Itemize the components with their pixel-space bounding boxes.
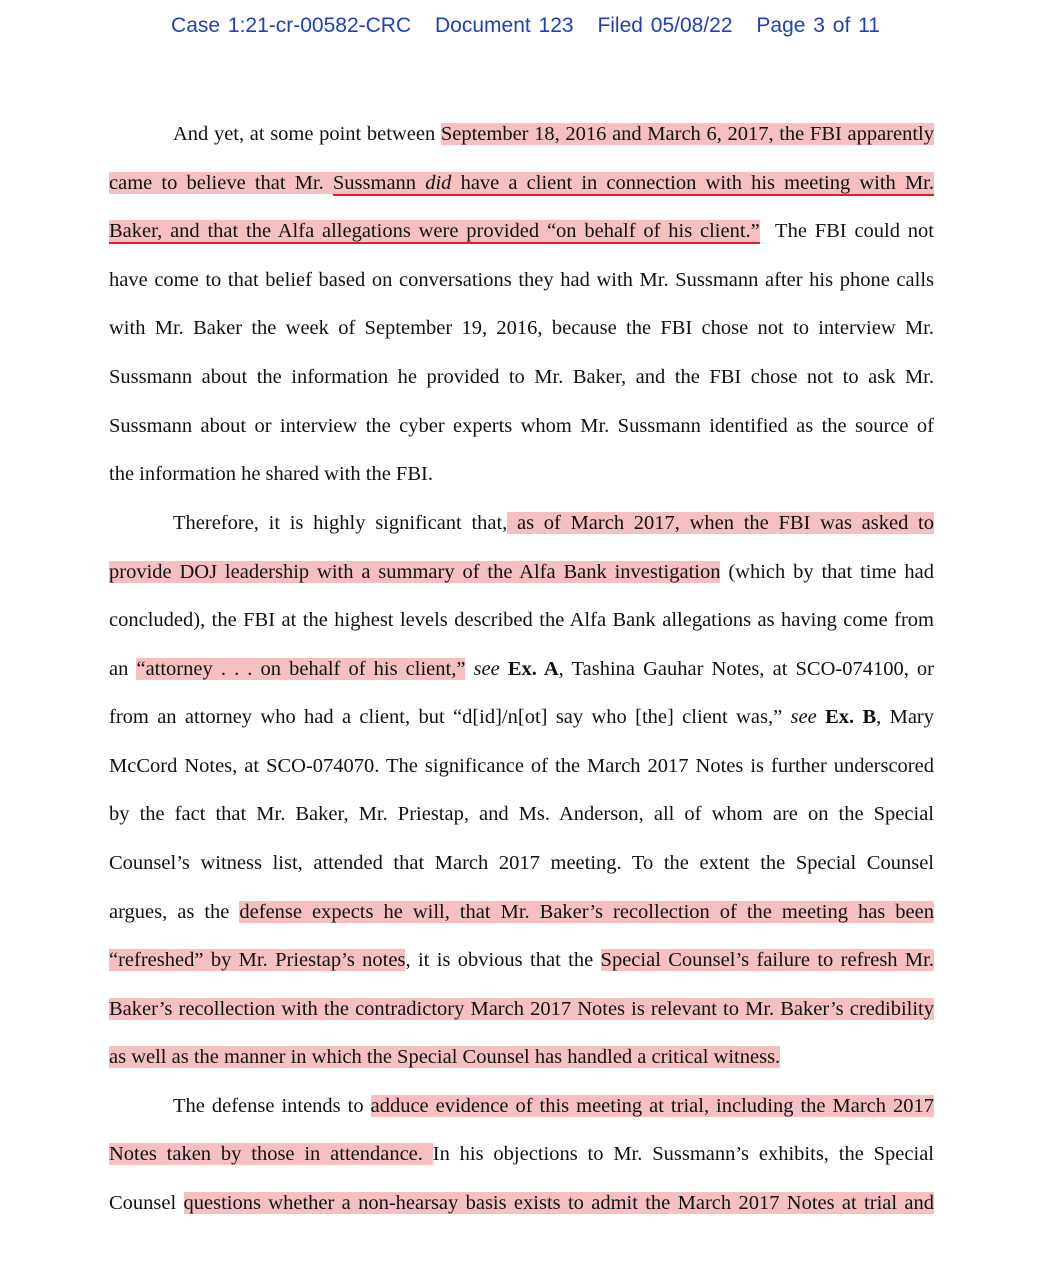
text-line bbox=[109, 217, 934, 245]
highlighted-text: “attorney . . . on behalf of his client,” bbox=[136, 658, 466, 680]
text-line: Sussmann about the information he provided to Mr. Baker, and the FBI chose not to ask Mr. bbox=[109, 366, 934, 388]
text-line bbox=[109, 1140, 934, 1168]
underlined-highlighted-text bbox=[333, 172, 934, 196]
text-line bbox=[109, 509, 934, 537]
highlighted-text: Notes taken by those in attendance. bbox=[109, 1143, 433, 1165]
text-line: by the fact that Mr. Baker, Mr. Priestap, and Ms. Anderson, all of whom are on the Special bbox=[109, 803, 934, 825]
text-run: The FBI could not bbox=[775, 220, 934, 242]
text-line bbox=[109, 1043, 934, 1071]
text-line: with Mr. Baker the week of September 19, 2016, because the FBI chose not to interview Mr. bbox=[109, 317, 934, 339]
text-run: Therefore, it is highly significant that, bbox=[173, 512, 508, 534]
filed-date: Filed 05/08/22 bbox=[597, 14, 733, 37]
text-run: Sussmann bbox=[332, 172, 426, 194]
page-number: Page 3 of 11 bbox=[756, 14, 880, 37]
highlighted-text: “refreshed” by Mr. Priestap’s notes bbox=[109, 949, 406, 971]
text-run: argues, as the bbox=[109, 901, 240, 923]
highlighted-text: September 18, 2016 and March 6, 2017, the FBI apparently bbox=[440, 123, 934, 145]
highlighted-text: defense expects he will, that Mr. Baker’s recollection of the meeting has been bbox=[239, 901, 934, 923]
bold-text: Ex. B bbox=[825, 706, 877, 728]
text-line bbox=[109, 1092, 934, 1120]
underlined-highlighted-text: Baker, and that the Alfa allegations were provided “on behalf of his client.” bbox=[109, 220, 760, 242]
text-line bbox=[109, 655, 934, 683]
text-line bbox=[109, 898, 934, 926]
text-run: an bbox=[109, 658, 137, 680]
text-line bbox=[109, 995, 934, 1023]
text-line bbox=[109, 558, 934, 586]
text-line: concluded), the FBI at the highest levels described the Alfa Bank allegations as having come from bbox=[109, 609, 934, 631]
text-line: the information he shared with the FBI. bbox=[109, 463, 433, 485]
highlighted-text: as of March 2017, when the FBI was asked to bbox=[507, 512, 934, 534]
highlighted-text: provide DOJ leadership with a summary of the Alfa Bank investigation bbox=[109, 561, 721, 583]
document-number: Document 123 bbox=[435, 14, 574, 37]
document-header bbox=[0, 14, 1051, 38]
text-line: have come to that belief based on conversations they had with Mr. Sussmann after his phone calls bbox=[109, 269, 934, 291]
text-run: have a client in connection with his meeting with Mr. bbox=[451, 172, 934, 194]
text-line: Sussmann about or interview the cyber experts whom Mr. Sussmann identified as the source of bbox=[109, 415, 934, 437]
text-run: In his objections to Mr. Sussmann’s exhibits, the Special bbox=[432, 1143, 934, 1165]
text-run: (which by that time had bbox=[720, 561, 934, 583]
text-run: The defense intends to bbox=[173, 1095, 371, 1117]
highlighted-text: Baker’s recollection with the contradictory March 2017 Notes is relevant to Mr. Baker’s credibility bbox=[109, 998, 934, 1020]
italic-text: see bbox=[473, 658, 500, 680]
text-line: McCord Notes, at SCO-074070. The significance of the March 2017 Notes is further underscored bbox=[109, 755, 934, 777]
text-run: , it is obvious that the bbox=[405, 949, 601, 971]
text-run: Counsel bbox=[109, 1192, 184, 1214]
highlighted-text: adduce evidence of this meeting at trial, including the March 2017 bbox=[370, 1095, 934, 1117]
text-run: And yet, at some point between bbox=[173, 123, 441, 145]
text-run: , Mary bbox=[876, 706, 935, 728]
case-number: Case 1:21-cr-00582-CRC bbox=[171, 14, 412, 37]
text-line bbox=[109, 169, 934, 197]
text-line: Counsel’s witness list, attended that March 2017 meeting. To the extent the Special Counsel bbox=[109, 852, 934, 874]
italic-text: see bbox=[790, 706, 817, 728]
highlighted-text: as well as the manner in which the Special Counsel has handled a critical witness. bbox=[109, 1046, 781, 1068]
text-line bbox=[109, 120, 934, 148]
italic-text: did bbox=[425, 172, 452, 194]
text-line bbox=[109, 1189, 934, 1217]
text-line bbox=[109, 703, 934, 731]
bold-text: Ex. A bbox=[507, 658, 559, 680]
highlighted-text: questions whether a non-hearsay basis exists to admit the March 2017 Notes at trial and bbox=[183, 1192, 934, 1214]
highlighted-text: came to believe that Mr. bbox=[109, 172, 333, 194]
text-run: , Tashina Gauhar Notes, at SCO-074100, or bbox=[558, 658, 935, 680]
text-line bbox=[109, 946, 934, 974]
text-run: from an attorney who had a client, but “d[id]/n[ot] say who [the] client was,” bbox=[109, 706, 791, 728]
highlighted-text: Special Counsel’s failure to refresh Mr. bbox=[600, 949, 934, 971]
